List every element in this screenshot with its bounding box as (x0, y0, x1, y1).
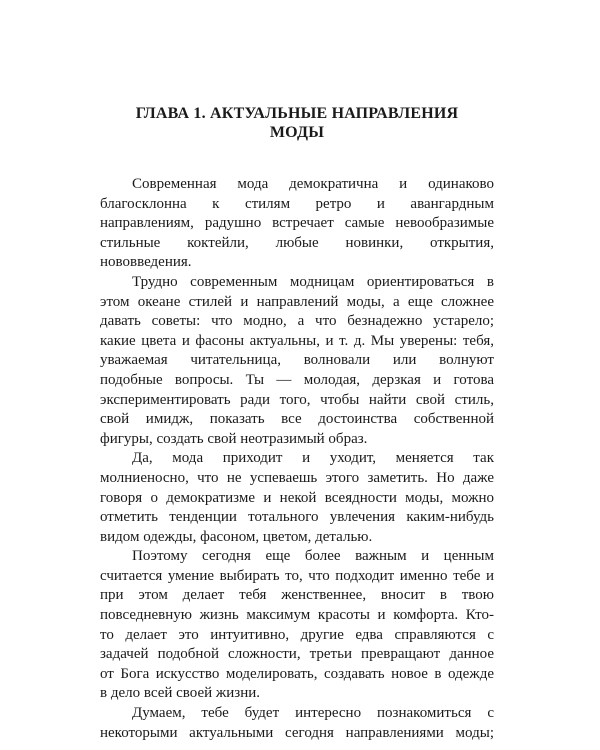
text-line: от Бога искусство моделировать, создавать новое в одежде (100, 665, 494, 682)
text-line: некоторыми актуальными сегодня направлениями моды; (100, 724, 494, 741)
text-line: при этом делает тебя женственнее, вносит в твою (100, 587, 494, 604)
text-line: свой имидж, показать все достоинства собственной (100, 411, 494, 428)
text-line: подобные вопросы. Ты — молодая, дерзкая и готова (100, 371, 494, 388)
text-line: в дело всей своей жизни. (100, 685, 261, 702)
paragraph (100, 704, 494, 743)
paragraph (100, 175, 494, 273)
text-line: направлениям, радушно встречает самые невообразимые (100, 215, 494, 232)
paragraph (100, 273, 494, 449)
text-line: фигуры, создать свой неотразимый образ. (100, 430, 368, 447)
text-line: молниеносно, что не успеваешь этого заметить. Но даже (100, 469, 494, 486)
text-line: экспериментировать ради того, чтобы найти свой стиль, (100, 391, 494, 408)
text-line: видом одежды, фасоном, цветом, деталью. (100, 528, 373, 545)
paragraph (100, 547, 494, 704)
text-line: отметить тенденции тотального увлечения каким-нибудь (100, 509, 494, 526)
text-line: Современная мода демократична и одинаково (132, 176, 494, 192)
text-line: какие цвета и фасоны актуальны, и т. д. Мы уверены: тебя, (100, 332, 494, 349)
text-line: этом океане стилей и направлений моды, а еще сложнее (100, 293, 494, 310)
chapter-title-line-2: МОДЫ (269, 124, 325, 141)
text-line: стильные коктейли, любые новинки, открытия, (100, 234, 494, 251)
text-line: считается умение выбирать то, что подходит именно тебе и (100, 567, 494, 584)
text-line: Да, мода приходит и уходит, меняется так (132, 450, 494, 467)
text-line: благосклонна к стилям ретро и авангардным (100, 195, 494, 212)
paragraph (100, 449, 494, 547)
chapter-body (100, 175, 494, 743)
text-line: Думаем, тебе будет интересно познакомиться с (132, 705, 494, 722)
book-page (100, 104, 494, 743)
text-line: Поэтому сегодня еще более важным и ценным (132, 548, 494, 565)
chapter-title-line-1: ГЛАВА 1. АКТУАЛЬНЫЕ НАПРАВЛЕНИЯ (135, 105, 459, 122)
text-line: задачей подобной сложности, третьи превращают данное (100, 646, 494, 663)
chapter-title (100, 104, 494, 142)
text-line: нововведения. (100, 254, 192, 271)
text-line: Трудно современным модницам ориентироваться в (132, 273, 494, 290)
text-line: то делает это интуитивно, другие едва справляются с (100, 626, 494, 643)
text-line: уважаемая читательница, волновали или волнуют (100, 352, 494, 369)
text-line: давать советы: что модно, а что безнадежно устарело; (100, 313, 494, 330)
text-line: повседневную жизнь максимум красоты и комфорта. Кто- (100, 607, 494, 624)
text-line: говоря о демократизме и некой всеядности моды, можно (100, 489, 494, 506)
